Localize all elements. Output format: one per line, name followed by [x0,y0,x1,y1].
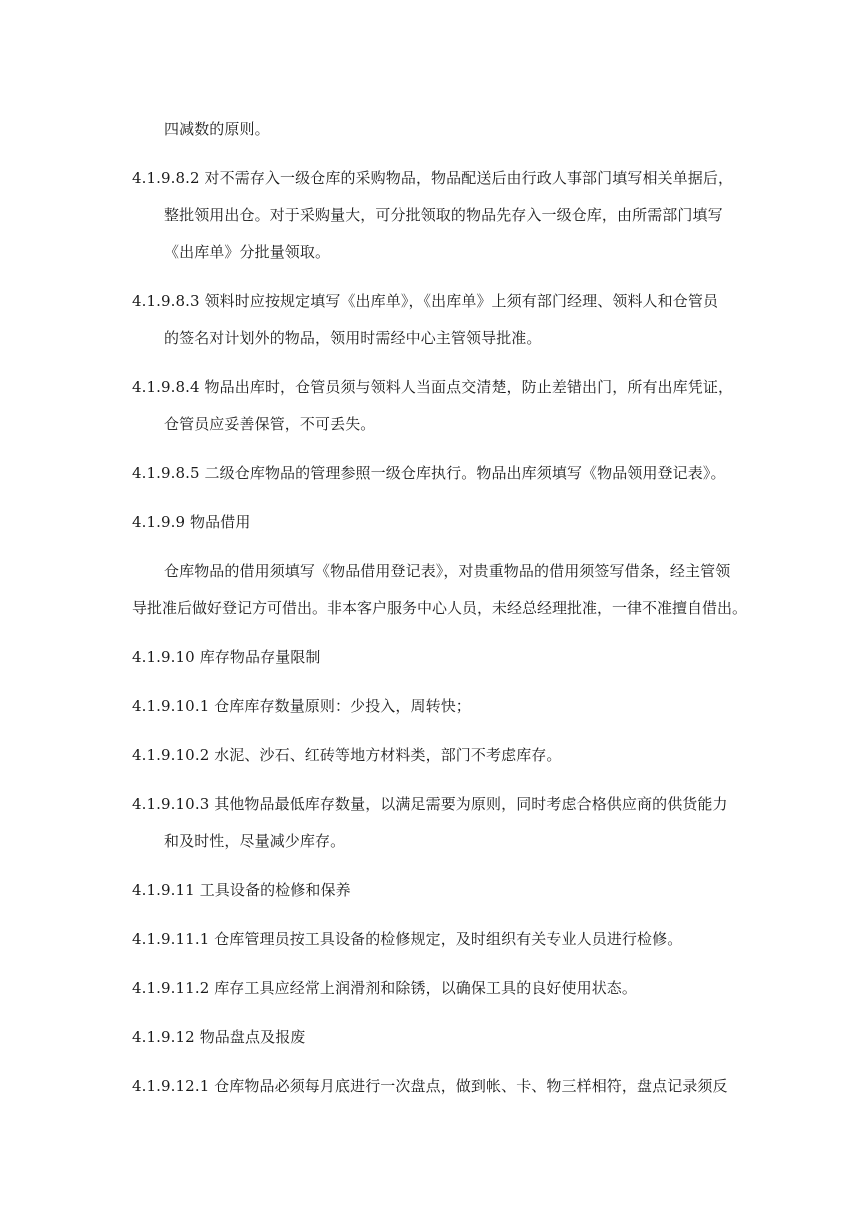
clause-4-1-9-8-5: 4.1.9.8.5 二级仓库物品的管理参照一级仓库执行。物品出库须填写《物品领用登记表》。 [132,464,726,482]
text-line: 整批领用出仓。对于采购量大，可分批领取的物品先存入一级仓库，由所需部门填写 [164,206,723,224]
heading-4-1-9-10: 4.1.9.10 库存物品存量限制 [132,648,321,666]
text-line: 仓管员应妥善保管，不可丢失。 [164,415,376,433]
clause-4-1-9-8-4: 4.1.9.8.4 物品出库时，仓管员须与领料人当面点交清楚，防止差错出门，所有出库凭证， [132,378,734,396]
text-line: 《出库单》分批量领取。 [164,243,331,261]
paragraph-line: 仓库物品的借用须填写《物品借用登记表》，对贵重物品的借用须签写借条，经主管领 [164,562,731,580]
clause-4-1-9-12-1: 4.1.9.12.1 仓库物品必须每月底进行一次盘点，做到帐、卡、物三样相符，盘点记录须反 [132,1077,728,1095]
heading-4-1-9-12: 4.1.9.12 物品盘点及报废 [132,1028,306,1046]
text-line: 的签名对计划外的物品，领用时需经中心主管领导批准。 [164,329,542,347]
heading-4-1-9-11: 4.1.9.11 工具设备的检修和保养 [132,881,351,899]
clause-4-1-9-10-3: 4.1.9.10.3 其他物品最低库存数量，以满足需要为原则，同时考虑合格供应商的供货能力 [132,795,728,813]
text-line: 四减数的原则。 [164,120,270,138]
clause-4-1-9-8-3: 4.1.9.8.3 领料时应按规定填写《出库单》，《出库单》上须有部门经理、领料人和仓管员 [132,292,719,310]
clause-4-1-9-11-1: 4.1.9.11.1 仓库管理员按工具设备的检修规定，及时组织有关专业人员进行检修。 [132,930,683,948]
clause-4-1-9-11-2: 4.1.9.11.2 库存工具应经常上润滑剂和除锈，以确保工具的良好使用状态。 [132,979,638,997]
heading-4-1-9-9: 4.1.9.9 物品借用 [132,513,251,531]
clause-4-1-9-10-1: 4.1.9.10.1 仓库库存数量原则：少投入，周转快； [132,697,471,715]
text-line: 和及时性，尽量减少库存。 [164,832,346,850]
clause-4-1-9-8-2: 4.1.9.8.2 对不需存入一级仓库的采购物品，物品配送后由行政人事部门填写相关单据后， [132,169,734,187]
paragraph-line: 导批准后做好登记方可借出。非本客户服务中心人员，未经总经理批准，一律不准擅自借出。 [132,599,748,617]
clause-4-1-9-10-2: 4.1.9.10.2 水泥、沙石、红砖等地方材料类，部门不考虑库存。 [132,746,562,764]
